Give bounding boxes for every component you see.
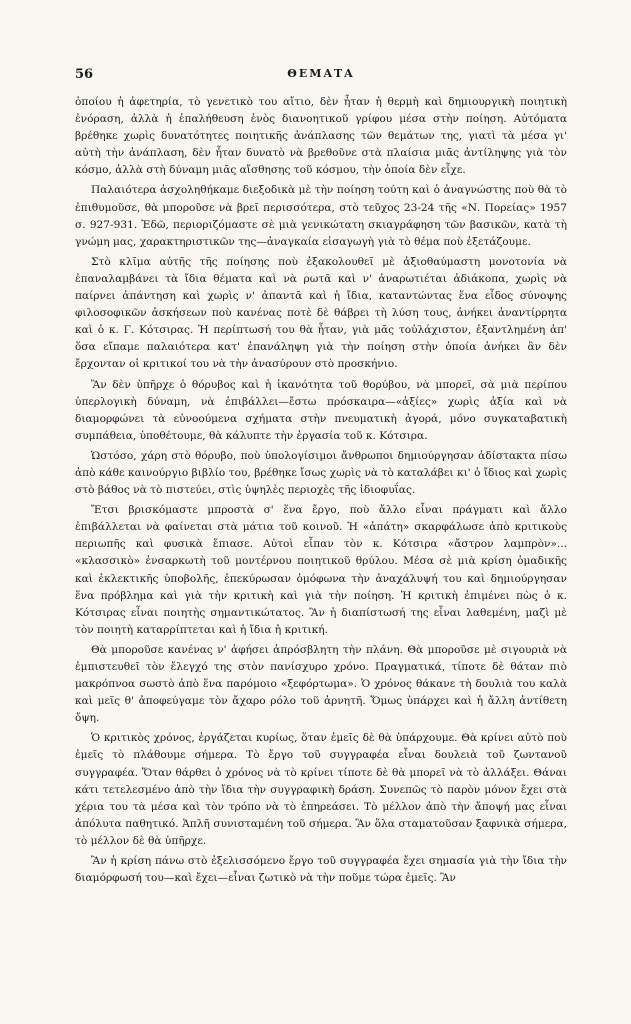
paragraph-3: Στὸ κλῖμα αὐτῆς τῆς ποίησης ποὺ ἐξακολουθεῖ μὲ ἀξιοθαύμαστη μονοτονία νὰ ἐπαναλαμβάνει τὰ ἴδια θέματα καὶ νὰ ρωτᾶ καὶ ν' ἀναρωτιέται ἀδιάκοπα, χωρὶς νὰ παίρνει ἀπάντηση καὶ χωρὶς ν' ἀπαντᾶ καὶ ἡ ἴδια, καταντώντας ἕνα εἶδος σύνοψης φιλοσοφικῶν ἀσκήσεων ποὺ κανένας ποτὲ δὲ θάβρει τὴ λύση τους, ἀνήκει ἀναντίρρητα καὶ ὁ κ. Γ. Κότσιρας. Ἡ περίπτωσή του θὰ ἦταν, γιὰ μᾶς τοὐλάχιστον, ἐξαντλημένη ἀπ' ὅσα εἴπαμε παλαιότερα κατ' ἐπανάληψη γιὰ τὴν ποίηση στὴν ὁποία ἀνήκει ἂν δὲν ἔρχονταν οἱ κριτικοί του νὰ τὴν ἀνασύρουν στὸ προσκήνιο. bbox=[75, 255, 567, 371]
body-text bbox=[75, 94, 567, 887]
page-number: 56 bbox=[75, 67, 94, 82]
paragraph-4: Ἂν δὲν ὑπῆρχε ὁ θόρυβος καὶ ἡ ἱκανότητα τοῦ θορύβου, νὰ μπορεῖ, σὰ μιὰ περίπου ὑπερλογικὴ δύναμη, νὰ ἐπιβάλλει—ἔστω πρόσκαιρα—«ἀξίες» χωρὶς ἀξία καὶ νὰ διαμορφώνει τὰ εὐνοούμενα σχήματα στὴν πνευματικὴ ἀγορά, μόνο συγκαταβατικὴ συμπάθεια, ὑποθέτουμε, θὰ κάλυπτε τὴν ἐργασία τοῦ κ. Κότσιρα. bbox=[75, 378, 567, 442]
paragraph-8: Ὁ κριτικὸς χρόνος, ἐργάζεται κυρίως, ὅταν ἐμεῖς δὲ θὰ ὑπάρχουμε. Θὰ κρίνει αὐτὸ ποὺ ἐμεῖς τὸ πλάθουμε σήμερα. Τὸ ἔργο τοῦ συγγραφέα εἶναι δουλειὰ τοῦ ζωντανοῦ συγγραφέα. Ὅταν θάρθει ὁ χρόνος νὰ τὸ κρίνει τίποτε δὲ θὰ μπορεῖ νὰ τὸ ἀλλάξει. Θάναι κάτι τετελεσμένο ἀπὸ τὴν ἴδια τὴν συγγραφικὴ δράση. Συνεπῶς τὸ παρὸν μόνον ἔχει στὰ χέρια του τὰ μέσα καὶ τὸν τρόπο νὰ τὸ ἐπηρεάσει. Τὸ μέλλον ἀπὸ τὴν ἄποψή μας εἶναι ἀπόλυτα παθητικό. Ἁπλῆ συνισταμένη τοῦ σήμερα. Ἂν ὅλα σταματοῦσαν ξαφνικὰ σήμερα, τὸ μέλλον δὲ θὰ ὑπῆρχε. bbox=[75, 732, 567, 847]
paragraph-1: ὁποίου ἡ ἀφετηρία, τὸ γενετικὸ του αἴτιο, δὲν ἦταν ἡ θερμὴ καὶ δημιουργικὴ ποιητικὴ ἐνόραση, ἀλλὰ ἡ ἐπαλήθευση ἑνὸς διανοητικοῦ γρίφου μέσα στὴν ποίηση. Αὐτόματα βρέθηκε χωρὶς δυνατότητες ποιητικῆς ἀνάπλασης τῶν θεμάτων της, γιατὶ τὰ μέσα γι' αὐτὴ τὴν ἀνάπλαση, δὲν ἦταν δυνατὸ νὰ βρεθοῦνε στὰ πλαίσια μιᾶς ἀντίληψης γιὰ τὸν κόσμο, ἀλλὰ στὴ δύναμη μιᾶς αἴσθησης τοῦ κόσμου, τὴν ὁποία δὲν εἶχε. bbox=[75, 96, 567, 177]
running-head: ΘΕΜΑΤΑ bbox=[287, 67, 355, 80]
paragraph-6: Ἔτσι βρισκόμαστε μπροστὰ σ' ἕνα ἔργο, ποὺ ἄλλο εἶναι πράγματι καὶ ἄλλο ἐπιβάλλεται νὰ φαίνεται στὰ μάτια τοῦ κοινοῦ. Ἡ «ἀπάτη» σκαρφάλωσε ἀπὸ κριτικοὺς περιωπῆς καὶ φυσικὰ ἔπιασε. Αὐτοὶ εἶπαν τὸν κ. Κότσιρα «ἄστρον λαμπρὸν»... «κλασσικὸ» ἐνσαρκωτὴ τοῦ μοντέρνου ποιητικοῦ θρύλου. Μέσα σὲ μιὰ κρίση ὁμαδικῆς καὶ ἐκλεκτικῆς ὑποβολῆς, ἐπεκύρωσαν ὁμόφωνα τὴν ἀναχάλυψή του καὶ δημιούργησαν ἕνα πρόβλημα καὶ γιὰ τὴν κριτικὴ καὶ γιὰ τὴν ποίηση. Ἡ κριτικὴ ἐπιμένει πὼς ὁ κ. Κότσιρας εἶναι ποιητὴς σημαντικώτατος. Ἂν ἡ διαπίστωσή της εἶναι λαθεμένη, μαζὶ μὲ τὸν ποιητὴ καταρρίπτεται καὶ ἡ ἴδια ἡ κριτική. bbox=[75, 504, 567, 636]
paragraph-5: Ὡστόσο, χάρη στὸ θόρυβο, ποὺ ὑπολογίσιμοι ἄνθρωποι δημιούργησαν ἀδίστακτα πίσω ἀπὸ κάθε καινούργιο βιβλίο του, βρέθηκε ἴσως χωρὶς νὰ τὸ καταλάβει κι' ὁ ἴδιος καὶ χωρὶς στὸ βάθος νὰ τὸ πιστεύει, στὶς ὑψηλὲς περιοχὲς τῆς ἰδιοφυΐας. bbox=[75, 449, 567, 497]
paragraph-7: Θὰ μποροῦσε κανένας ν' ἀφήσει ἀπρόσβλητη τὴν πλάνη. Θὰ μποροῦσε μὲ σιγουριὰ νὰ ἐμπιστευθεῖ τὸν ἔλεγχό της στὸν πανίσχυρο χρόνο. Πραγματικά, τίποτε δὲ θάταν πιὸ μακρόπνοα σωστὸ ἀπὸ ἕνα παρόμοιο «ξεφόρτωμα». Ὁ χρόνος θάκανε τὴ δουλιὰ του καλὰ καὶ μεῖς θ' ἀποφεύγαμε τὸν ἄχαρο ρόλο τοῦ ἀρνητῆ. Ὅμως ὑπάρχει καὶ ἡ ἄλλη ἀντίθετη ὄψη. bbox=[75, 643, 567, 725]
page-header bbox=[75, 67, 567, 85]
paragraph-9: Ἂν ἡ κρίση πάνω στὸ ἐξελισσόμενο ἔργο τοῦ συγγραφέα ἔχει σημασία γιὰ τὴν ἴδια τὴν διαμόρφωσή του—καὶ ἔχει—εἶναι ζωτικὸ νὰ τὴν ποῦμε τώρα ἐμεῖς. Ἂν bbox=[75, 855, 567, 885]
paragraph-2: Παλαιότερα ἀσχοληθήκαμε διεξοδικὰ μὲ τὴν ποίηση τούτη καὶ ὁ ἀναγνώστης ποὺ θὰ τὸ ἐπιθυμοῦσε, θὰ μποροῦσε νὰ βρεῖ περισσότερα, στὸ τεῦχος 23-24 τῆς «Ν. Πορείας» 1957 σ. 927-931. Ἐδῶ, περιοριζόμαστε σὲ μιὰ γενικώτατη σκιαγράφηση τῶν βασικῶν, κατὰ τὴ γνώμη μας, χαρακτηριστικῶν της—ἀναγκαία εἰσαγωγὴ γιὰ τὸ θέμα ποὺ ἐξετάζουμε. bbox=[75, 184, 567, 248]
